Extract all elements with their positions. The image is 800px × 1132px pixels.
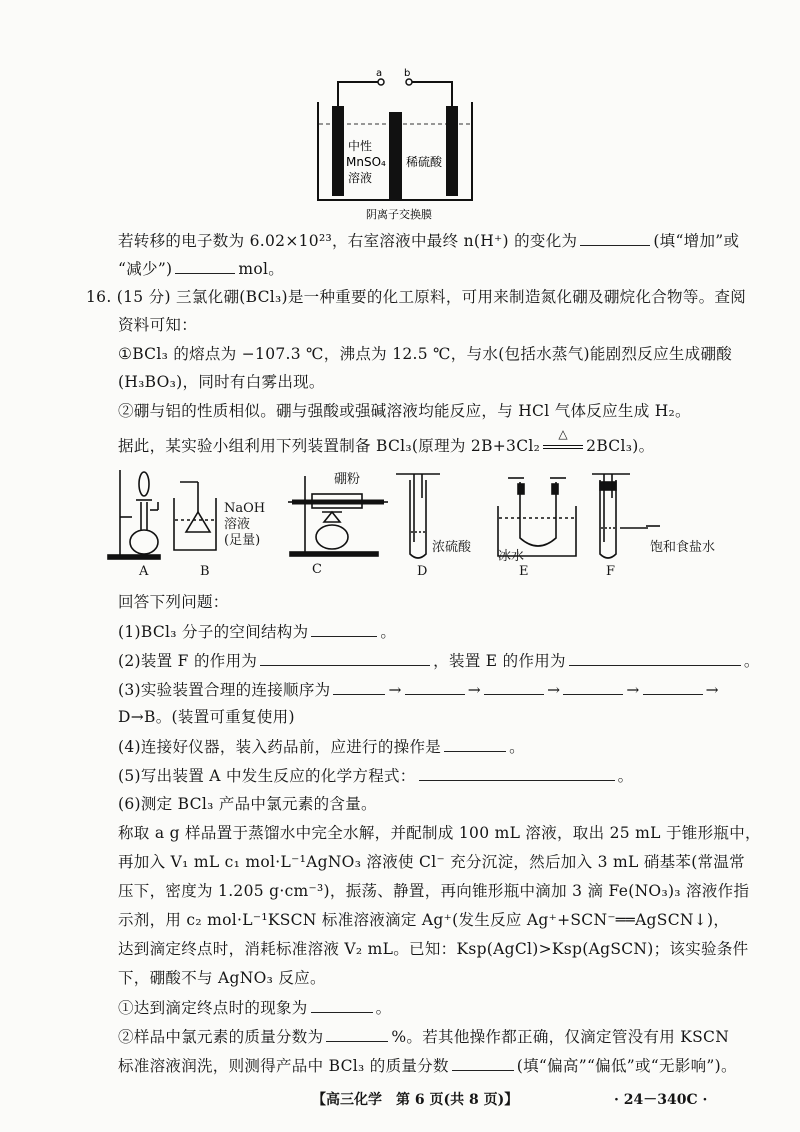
q16-sub3: (3)实验装置合理的连接顺序为 → → → → → xyxy=(118,678,719,701)
label-c: C xyxy=(312,562,322,577)
left-solution-line2: MnSO₄ xyxy=(346,155,386,169)
arrow-icon: → xyxy=(705,681,719,699)
q16-info1-b: (H₃BO₃)，同时有白雾出现。 xyxy=(118,373,325,391)
electrolytic-cell-diagram xyxy=(300,62,490,222)
q16-sub6: (6)测定 BCl₃ 产品中氯元素的含量。 xyxy=(118,795,377,813)
q16-s2-line2: 标准溶液润洗，则测得产品中 BCl₃ 的质量分数 (填“偏高”“偏低”或“无影响”)。 xyxy=(118,1054,737,1077)
q16-header: 16. (15 分) 三氯化硼(BCl₃)是一种重要的化工原料，可用来制造氮化硼及硼烷化合物等。查阅 xyxy=(86,288,747,306)
right-solution-label: 稀硫酸 xyxy=(406,155,443,169)
exam-code: · 24－340C · xyxy=(614,1092,708,1108)
answer-blank[interactable] xyxy=(260,649,430,666)
arrow-icon: → xyxy=(626,681,640,699)
q16-s2: ②样品中氯元素的质量分数为 %。若其他操作都正确，仅滴定管没有用 KSCN xyxy=(118,1025,729,1048)
q16-p1: 称取 a g 样品置于蒸馏水中完全水解，并配制成 100 mL 溶液，取出 25 mL 于锥形瓶中， xyxy=(118,824,761,842)
answer-blank[interactable] xyxy=(444,735,506,752)
answer-blank[interactable] xyxy=(405,678,465,695)
q16-p3: 压下，密度为 1.205 g·cm⁻³)，振荡、静置，再向锥形瓶中滴加 3 滴 Fe(NO₃)₃ 溶液作指 xyxy=(118,882,750,900)
q16-s1: ①达到滴定终点时的现象为 。 xyxy=(118,996,391,1019)
ice-water-label: 冰水 xyxy=(498,549,525,564)
naoh-label: NaOH 溶液 (足量) xyxy=(224,501,266,548)
apparatus-b xyxy=(174,482,216,550)
boron-powder-label: 硼粉 xyxy=(334,472,361,487)
answer-blank[interactable] xyxy=(484,678,544,695)
q16-header-cont: 资料可知： xyxy=(118,316,198,334)
answer-blank[interactable] xyxy=(452,1054,514,1071)
answer-blank[interactable] xyxy=(175,257,235,274)
membrane-label: 阴离子交换膜 xyxy=(366,208,432,221)
label-f: F xyxy=(606,564,616,579)
left-solution-line3: 溶液 xyxy=(348,171,373,185)
q16-intro: 据此，某实验小组利用下列装置制备 BCl₃(原理为 2B+3Cl₂ △ 2BCl₃)。 xyxy=(118,435,654,457)
right-electrode xyxy=(446,106,458,196)
left-solution-line1: 中性 xyxy=(348,139,373,153)
q16-p4: 示剂，用 c₂ mol·L⁻¹KSCN 标准溶液滴定 Ag⁺(发生反应 Ag⁺+SCN⁻══AgSCN↓)， xyxy=(118,911,730,929)
reaction-arrow xyxy=(540,427,586,457)
q16-p2: 再加入 V₁ mL c₁ mol·L⁻¹AgNO₃ 溶液使 Cl⁻ 充分沉淀，然后加入 3 mL 硝基苯(常温常 xyxy=(118,853,745,871)
q15-line2: “减少”) mol。 xyxy=(118,257,284,280)
q16-info2: ②硼与铝的性质相似。硼与强酸或强碱溶液均能反应，与 HCl 气体反应生成 H₂。 xyxy=(118,402,691,420)
anion-exchange-membrane xyxy=(389,112,402,200)
apparatus-c xyxy=(288,476,388,556)
q15-line1: 若转移的电子数为 6.02×10²³，右室溶液中最终 n(H⁺) 的变化为 (填“增加”或 xyxy=(118,229,739,252)
q16-sub5: (5)写出装置 A 中发生反应的化学方程式： 。 xyxy=(118,764,633,787)
answer-blank[interactable] xyxy=(311,620,377,637)
q16-sub1: (1)BCl₃ 分子的空间结构为 。 xyxy=(118,620,396,643)
answer-blank[interactable] xyxy=(333,678,385,695)
answer-blank[interactable] xyxy=(419,764,615,781)
terminal-b-label: b xyxy=(404,68,411,79)
q16-p5: 达到滴定终点时，消耗标准溶液 V₂ mL。已知：Ksp(AgCl)>Ksp(AgSCN)；该实验条件 xyxy=(118,940,749,958)
q16-sub2: (2)装置 F 的作用为 ，装置 E 的作用为 。 xyxy=(118,649,760,672)
label-a: A xyxy=(139,564,149,579)
apparatus-a xyxy=(108,470,160,559)
answer-blank[interactable] xyxy=(563,678,623,695)
conc-sulfuric-label: 浓硫酸 xyxy=(432,540,472,555)
terminal-a-label: a xyxy=(376,68,383,79)
heat-condition: △ xyxy=(558,427,568,441)
label-b: B xyxy=(200,564,210,579)
sat-brine-label: 饱和食盐水 xyxy=(650,540,716,555)
q16-sub3-cont: D→B。(装置可重复使用) xyxy=(118,708,295,726)
answer-blank[interactable] xyxy=(569,649,741,666)
answer-prompt: 回答下列问题： xyxy=(118,593,229,611)
arrow-icon: → xyxy=(547,681,561,699)
answer-blank[interactable] xyxy=(580,229,650,246)
apparatus-diagram xyxy=(100,462,720,582)
answer-blank[interactable] xyxy=(311,996,373,1013)
page-footer: 【高三化学 第 6 页(共 8 页)】 xyxy=(312,1092,519,1108)
q16-p6: 下，硼酸不与 AgNO₃ 反应。 xyxy=(118,969,326,987)
left-electrode xyxy=(332,106,344,196)
arrow-icon: → xyxy=(467,681,482,699)
arrow-icon: → xyxy=(388,681,402,699)
q16-sub4: (4)连接好仪器，装入药品前，应进行的操作是 。 xyxy=(118,735,525,758)
answer-blank[interactable] xyxy=(643,678,703,695)
label-e: E xyxy=(519,564,529,579)
label-d: D xyxy=(417,564,428,579)
q16-info1-a: ①BCl₃ 的熔点为 −107.3 ℃，沸点为 12.5 ℃，与水(包括水蒸气)能剧烈反应生成硼酸 xyxy=(118,345,733,363)
answer-blank[interactable] xyxy=(326,1025,388,1042)
